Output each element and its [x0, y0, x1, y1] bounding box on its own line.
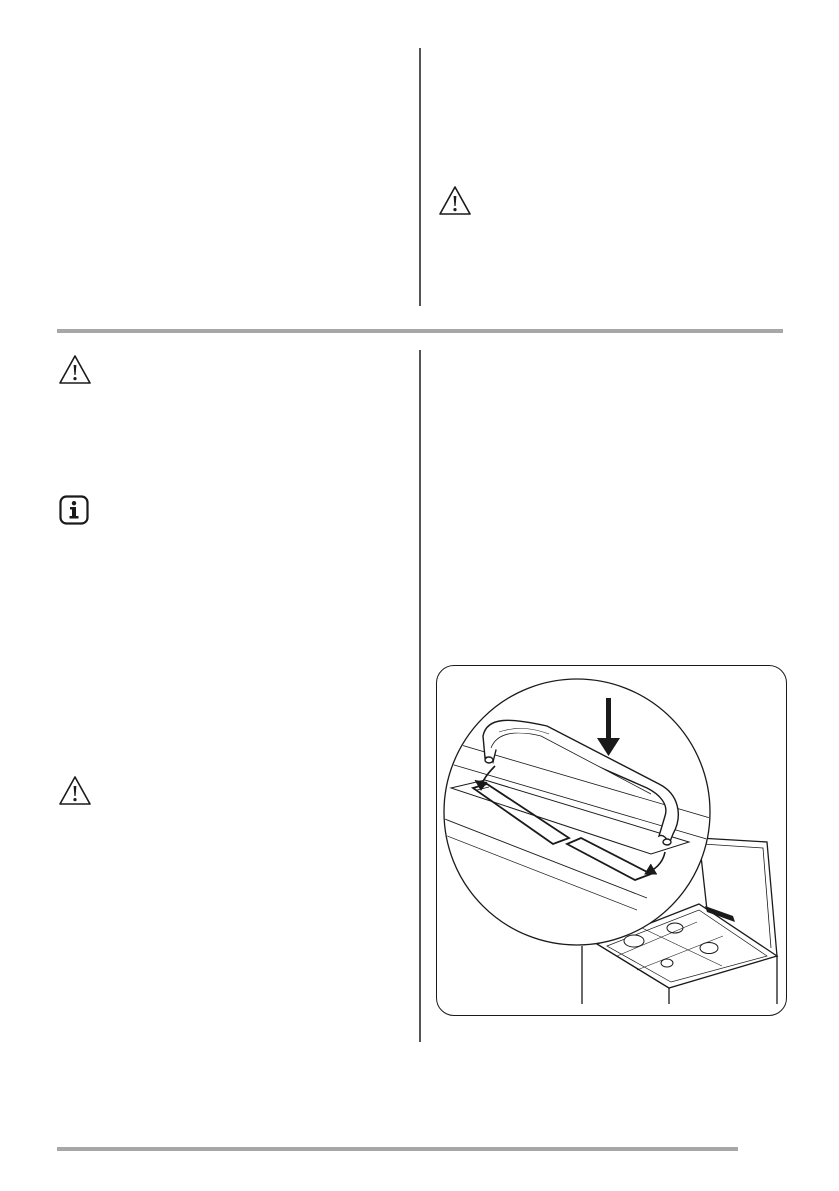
- lid-installation-illustration: [437, 666, 785, 1014]
- warning-icon: [58, 775, 92, 807]
- footer-rule: [57, 1147, 738, 1151]
- section-divider: [57, 329, 783, 333]
- info-icon: [59, 495, 89, 525]
- top-column-divider: [419, 48, 421, 306]
- warning-icon: [438, 185, 472, 217]
- lid-installation-figure: [436, 665, 787, 1016]
- warning-icon: [58, 354, 92, 386]
- lower-column-divider: [419, 350, 421, 1042]
